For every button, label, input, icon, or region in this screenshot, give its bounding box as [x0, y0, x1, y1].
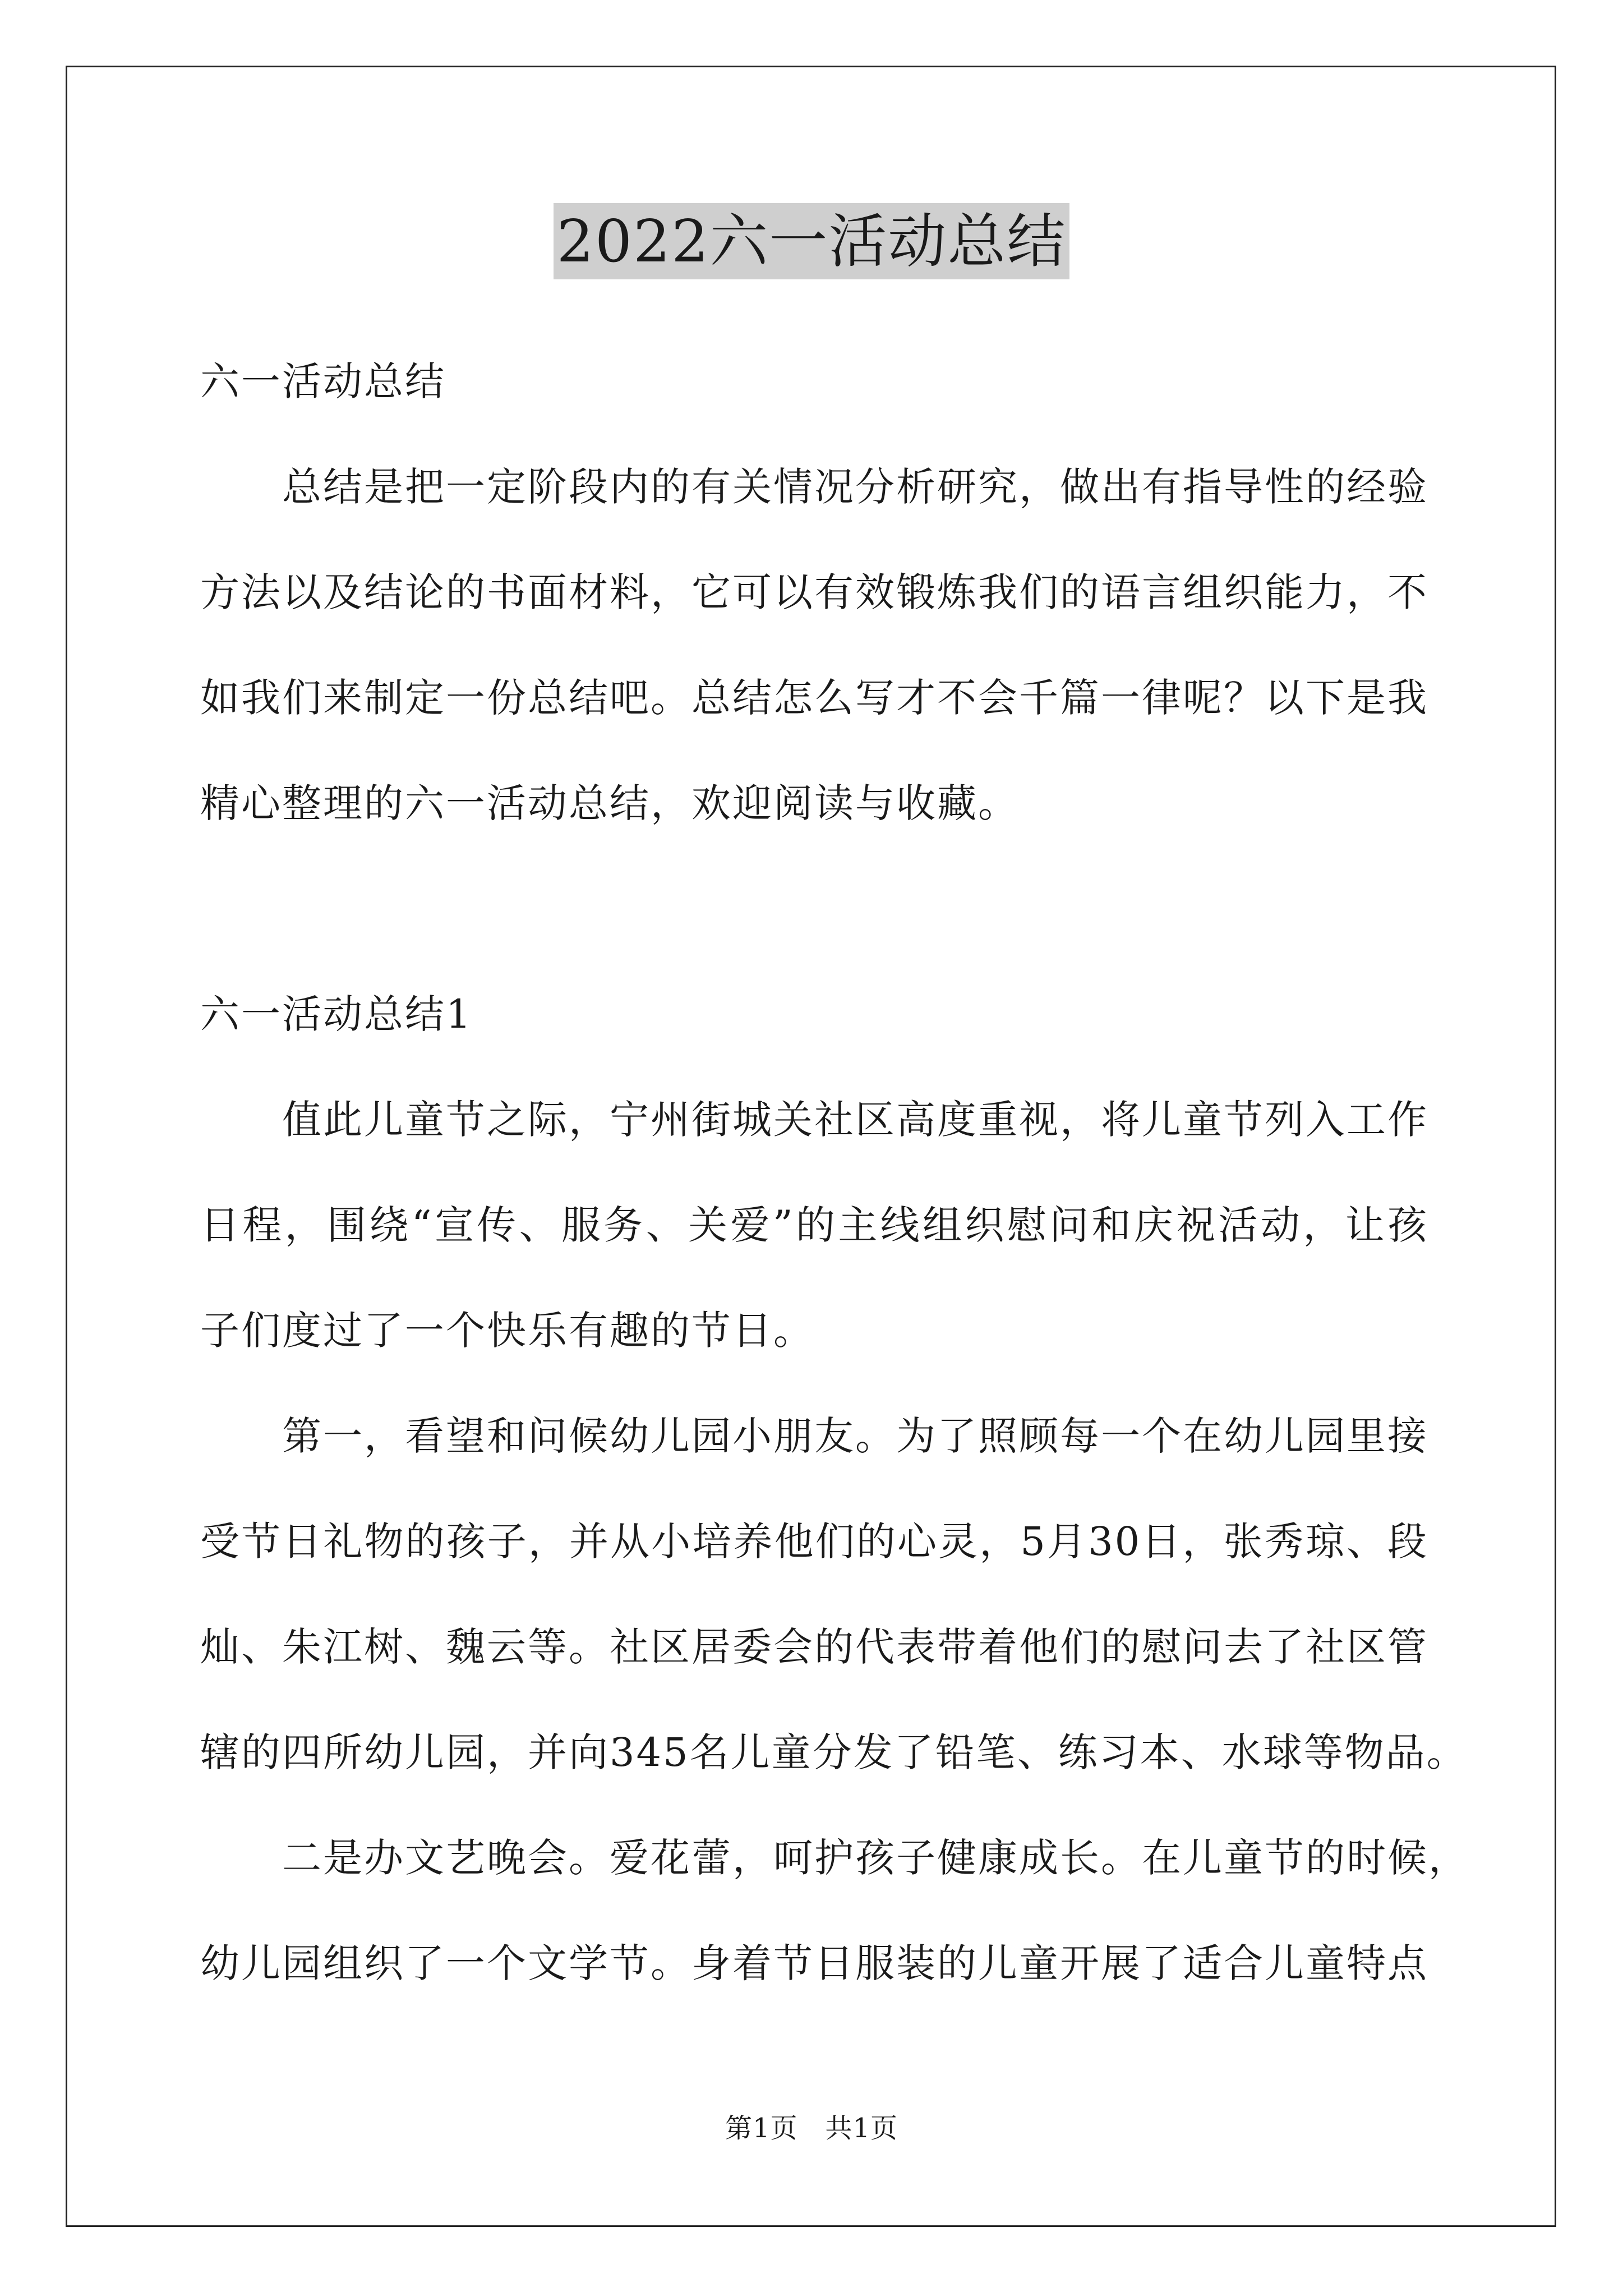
- body-paragraph-line: 辖的四所幼儿园，并向345名儿童分发了铅笔、练习本、水球等物品。: [200, 1729, 1468, 1775]
- body-paragraph-line: 子们度过了一个快乐有趣的节日。: [200, 1308, 814, 1354]
- body-paragraph-line: 灿、朱江树、魏云等。社区居委会的代表带着他们的慰问去了社区管: [200, 1624, 1428, 1670]
- intro-paragraph-line: 精心整理的六一活动总结，欢迎阅读与收藏。: [200, 780, 1019, 826]
- title-container: [0, 203, 1623, 279]
- document-title: 2022六一活动总结: [554, 203, 1070, 279]
- intro-paragraph-line: 方法以及结论的书面材料，它可以有效锻炼我们的语言组织能力，不: [200, 569, 1428, 615]
- body-paragraph-line: 值此儿童节之际，宁州街城关社区高度重视，将儿童节列入工作: [282, 1097, 1428, 1143]
- body-paragraph-line: 第一，看望和问候幼儿园小朋友。为了照顾每一个在幼儿园里接: [282, 1413, 1428, 1459]
- body-paragraph-line: 受节日礼物的孩子，并从小培养他们的心灵，5月30日，张秀琼、段: [200, 1519, 1428, 1565]
- body-paragraph-line: 日程，围绕“宣传、服务、关爱”的主线组织慰问和庆祝活动，让孩: [200, 1202, 1428, 1248]
- body-paragraph-line: 幼儿园组织了一个文学节。身着节日服装的儿童开展了适合儿童特点: [200, 1940, 1428, 1986]
- intro-paragraph-line: 总结是把一定阶段内的有关情况分析研究，做出有指导性的经验: [282, 464, 1428, 510]
- section-heading: 六一活动总结1: [200, 991, 473, 1037]
- intro-paragraph-line: 如我们来制定一份总结吧。总结怎么写才不会千篇一律呢？以下是我: [200, 675, 1428, 721]
- body-paragraph-line: 二是办文艺晚会。爱花蕾，呵护孩子健康成长。在儿童节的时候，: [282, 1835, 1469, 1881]
- page-footer: 第1页 共1页: [725, 2113, 898, 2144]
- section-heading: 六一活动总结: [200, 358, 446, 404]
